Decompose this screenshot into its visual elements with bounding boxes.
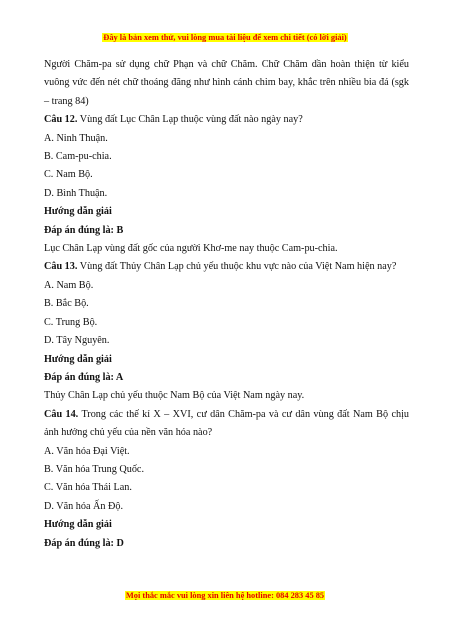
option-b: B. Văn hóa Trung Quốc. xyxy=(44,463,144,475)
answer-label: Đáp án đúng là: D xyxy=(44,537,124,549)
document-body xyxy=(44,56,409,553)
question-text: Vùng đất Thủy Chân Lạp chủ yếu thuộc khu vực nào của Việt Nam hiện nay? xyxy=(79,261,397,273)
option-c: C. Nam Bộ. xyxy=(44,169,93,181)
preview-notice-text: Đây là bản xem thử, vui lòng mua tài liệu để xem chi tiết (có lời giải) xyxy=(103,33,347,42)
option-c: C. Văn hóa Thái Lan. xyxy=(44,482,132,494)
option-a: A. Nam Bộ. xyxy=(44,279,94,291)
hotline-notice-text: Mọi thắc mắc vui lòng xin liên hệ hotline: 084 283 45 85 xyxy=(125,591,325,600)
question-text: Trong các thế kỉ X – XVI, cư dân Chăm-pa và cư dân vùng đất Nam Bộ chịu ảnh hưởng chủ yếu của nền văn hóa nào? xyxy=(44,408,409,439)
question-number: Câu 12. xyxy=(44,114,78,126)
option-b: B. Bắc Bộ. xyxy=(44,298,89,310)
option-a: A. Văn hóa Đại Việt. xyxy=(44,445,130,457)
guide-heading: Hướng dẫn giải xyxy=(44,519,112,531)
guide-heading: Hướng dẫn giải xyxy=(44,353,112,365)
answer-label: Đáp án đúng là: B xyxy=(44,224,124,236)
question-13 xyxy=(44,258,409,276)
answer-label: Đáp án đúng là: A xyxy=(44,371,124,383)
option-c: C. Trung Bộ. xyxy=(44,316,98,328)
option-d: D. Tây Nguyên. xyxy=(44,335,110,347)
option-b: B. Cam-pu-chia. xyxy=(44,151,112,163)
option-d: D. Văn hóa Ấn Độ. xyxy=(44,500,124,512)
option-a: A. Ninh Thuận. xyxy=(44,132,108,144)
question-text: Vùng đất Lục Chân Lạp thuộc vùng đất nào ngày nay? xyxy=(79,114,303,126)
answer-explanation: Thủy Chân Lạp chủ yếu thuộc Nam Bộ của Việt Nam ngày nay. xyxy=(44,390,305,402)
question-12 xyxy=(44,111,409,129)
guide-heading: Hướng dẫn giải xyxy=(44,206,112,218)
answer-explanation: Lục Chân Lạp vùng đất gốc của người Khơ-me nay thuộc Cam-pu-chia. xyxy=(44,243,338,255)
hotline-notice-banner xyxy=(0,591,450,600)
question-number: Câu 13. xyxy=(44,261,78,273)
preview-notice-banner xyxy=(0,33,450,42)
option-d: D. Bình Thuận. xyxy=(44,187,108,199)
question-14 xyxy=(44,406,409,443)
question-number: Câu 14. xyxy=(44,408,79,420)
intro-paragraph: Người Chăm-pa sử dụng chữ Phạn và chữ Chăm. Chữ Chăm dần hoàn thiện từ kiểu vuông vức đến nét chữ thoáng đãng như hình cánh chim bay, khắc trên nhiều bia đá (sgk – trang 84) xyxy=(44,59,409,107)
